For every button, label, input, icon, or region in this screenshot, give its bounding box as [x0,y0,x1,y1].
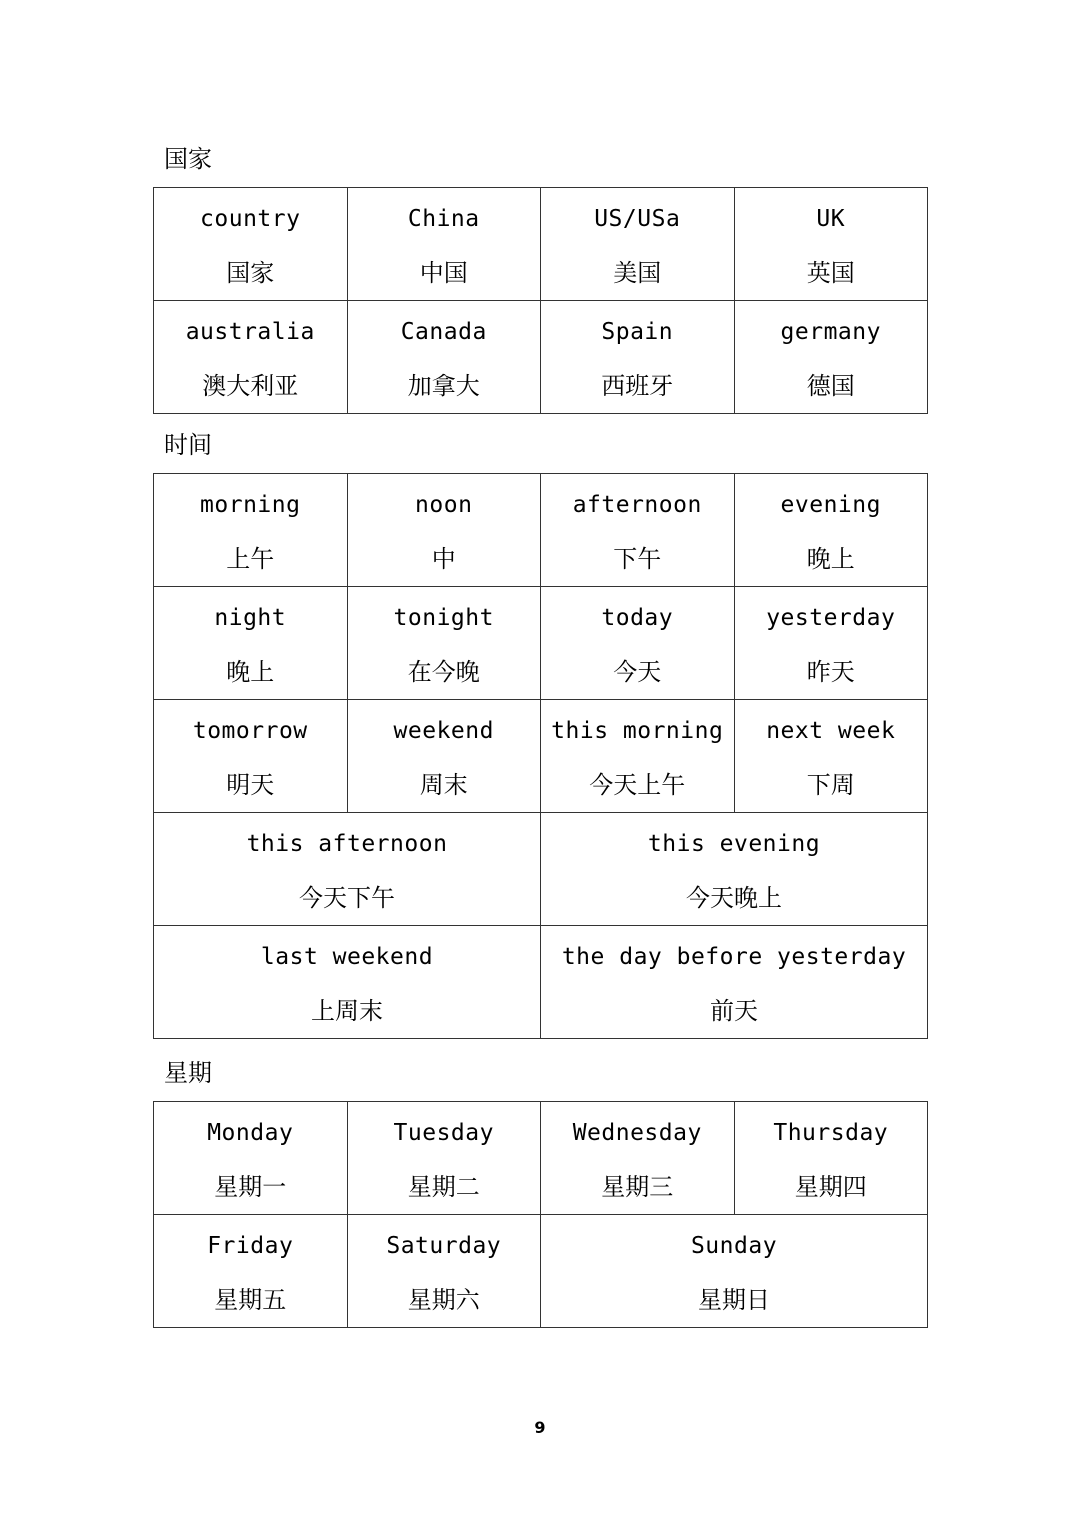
chinese-word: 星期二 [407,1173,480,1201]
chinese-word: 星期一 [214,1173,287,1201]
vocab-cell [734,474,928,587]
table-row [154,1102,928,1215]
english-word: last weekend [260,944,434,970]
english-word: Monday [207,1120,294,1146]
vocab-cell [541,188,735,301]
chinese-word: 今天 [613,658,662,686]
english-word: this afternoon [246,831,448,857]
english-word: afternoon [572,492,702,518]
english-word: Saturday [386,1233,502,1259]
english-word: weekend [393,718,494,744]
vocab-cell [154,474,348,587]
english-word: Tuesday [393,1120,494,1146]
table-row [154,813,928,926]
english-word: yesterday [766,605,896,631]
vocab-cell [347,700,541,813]
chinese-word: 前天 [710,997,758,1025]
vocab-cell [154,301,348,414]
vocab-cell [734,301,928,414]
chinese-word: 在今晚 [407,658,480,686]
chinese-word: 星期三 [601,1173,674,1201]
table-row [154,301,928,414]
english-word: China [407,206,480,232]
chinese-word: 英国 [806,259,855,287]
english-word: this morning [551,718,724,744]
english-word: next week [766,718,896,744]
vocab-cell [734,587,928,700]
vocab-cell [154,813,541,926]
english-word: Canada [400,319,487,345]
chinese-word: 下周 [806,771,855,799]
page-number: 9 [534,1418,546,1437]
chinese-word: 星期四 [794,1173,867,1201]
english-word: night [214,605,287,631]
table-row [154,188,928,301]
table-row [154,474,928,587]
chinese-word: 明天 [226,771,275,799]
chinese-word: 西班牙 [601,372,674,400]
chinese-word: 星期日 [698,1286,770,1314]
chinese-word: 星期六 [407,1286,480,1314]
chinese-word: 今天下午 [299,884,395,912]
chinese-word: 中 [431,545,456,573]
section-title-countries: 国家 [164,145,212,173]
english-word: morning [200,492,301,518]
vocab-cell [541,813,928,926]
english-word: Sunday [690,1233,778,1259]
english-word: UK [816,206,846,232]
vocab-cell [541,926,928,1039]
chinese-word: 德国 [806,372,855,400]
english-word: this evening [647,831,821,857]
table-row [154,700,928,813]
vocab-cell [347,188,541,301]
english-word: Spain [601,319,674,345]
vocab-cell [541,1215,928,1328]
vocab-cell [734,700,928,813]
vocab-cell [734,1102,928,1215]
chinese-word: 加拿大 [407,372,480,400]
vocab-cell [347,1215,541,1328]
chinese-word: 昨天 [806,658,855,686]
english-word: today [601,605,674,631]
chinese-word: 晚上 [806,545,855,573]
english-word: Friday [207,1233,294,1259]
english-word: evening [780,492,881,518]
english-word: US/USa [594,206,681,232]
english-word: tomorrow [192,718,308,744]
vocab-cell [347,474,541,587]
vocab-cell [541,1102,735,1215]
section-title-time: 时间 [164,431,212,459]
chinese-word: 国家 [226,259,275,287]
table-row [154,587,928,700]
chinese-word: 上午 [226,545,275,573]
chinese-word: 澳大利亚 [202,372,299,400]
english-word: country [200,206,301,232]
english-word: the day before yesterday [561,944,907,970]
vocab-cell [541,587,735,700]
vocab-cell [154,1102,348,1215]
english-word: germany [780,319,881,345]
time-table [153,473,928,1039]
vocab-cell [347,301,541,414]
vocab-cell [347,587,541,700]
chinese-word: 下午 [613,545,662,573]
weekdays-table [153,1101,928,1328]
vocab-cell [154,926,541,1039]
vocab-cell [154,587,348,700]
english-word: tonight [393,605,494,631]
section-title-weekdays: 星期 [164,1059,212,1087]
chinese-word: 今天上午 [589,771,686,799]
countries-table [153,187,928,414]
chinese-word: 晚上 [226,658,275,686]
english-word: Wednesday [572,1120,702,1146]
table-row [154,926,928,1039]
vocab-cell [734,188,928,301]
chinese-word: 中国 [419,259,468,287]
vocab-cell [154,1215,348,1328]
chinese-word: 星期五 [214,1286,287,1314]
chinese-word: 今天晚上 [686,884,782,912]
chinese-word: 美国 [613,259,662,287]
vocab-cell [154,188,348,301]
vocab-cell [541,700,735,813]
vocab-cell [154,700,348,813]
table-row [154,1215,928,1328]
english-word: Thursday [773,1120,889,1146]
chinese-word: 周末 [419,771,468,799]
english-word: australia [185,319,315,345]
vocab-cell [541,474,735,587]
chinese-word: 上周末 [311,997,383,1025]
english-word: noon [415,492,473,518]
vocab-cell [541,301,735,414]
vocab-cell [347,1102,541,1215]
